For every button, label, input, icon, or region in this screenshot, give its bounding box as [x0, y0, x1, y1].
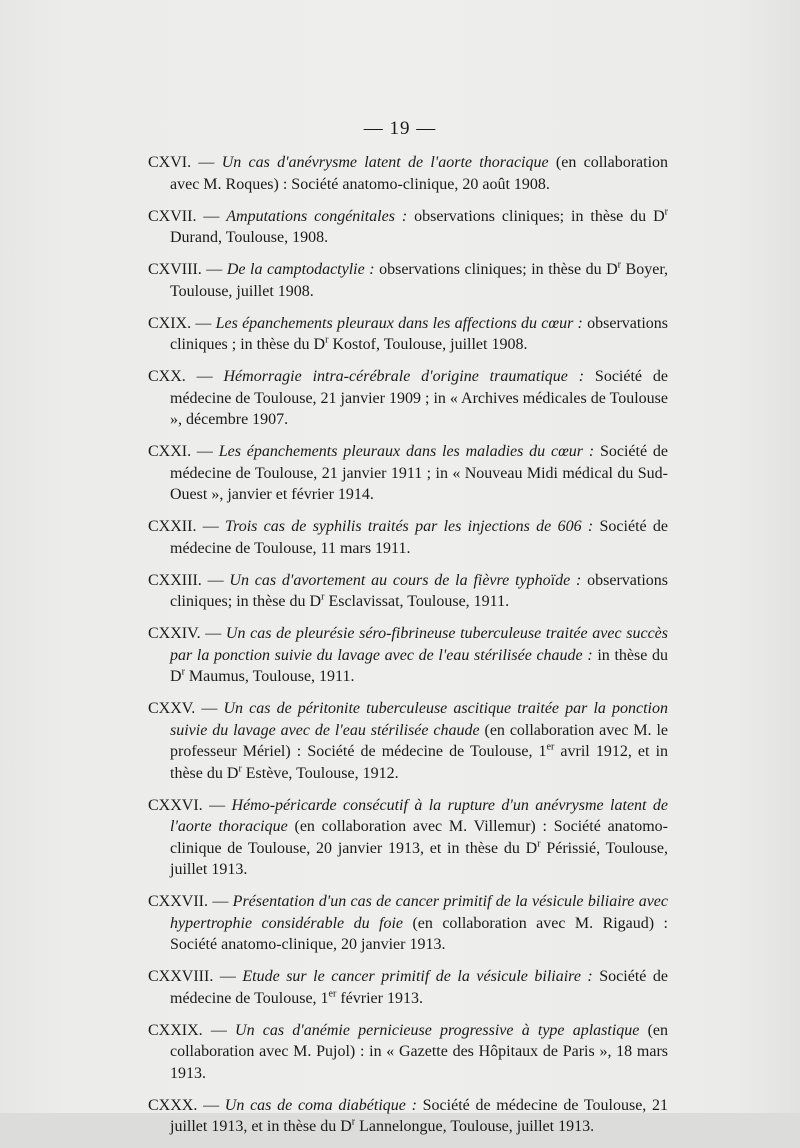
entry-dash: —: [196, 207, 227, 225]
entry-number: CXXX.: [148, 1096, 198, 1114]
bibliography-entry: [148, 152, 668, 195]
bibliography-entry: [148, 891, 668, 956]
entry-dash: —: [202, 1021, 236, 1039]
superscript: r: [351, 1116, 356, 1128]
entry-dash: —: [196, 518, 226, 535]
bibliography-entry: [148, 698, 668, 784]
entry-number: CXXVI.: [148, 796, 203, 814]
entry-dash: —: [191, 154, 222, 171]
entry-details: observations cliniques; in thèse du $D^r$ Durand, Toulouse, 1908.: [170, 206, 669, 246]
entry-number: CXXVIII.: [148, 968, 214, 985]
entry-number: CXXIII.: [148, 571, 202, 589]
entry-title: Un cas de coma diabétique :: [224, 1096, 417, 1114]
entry-dash: —: [201, 571, 230, 589]
superscript: r: [181, 666, 185, 678]
bibliography-entry: [148, 1020, 668, 1085]
bibliography-entry: [148, 623, 668, 688]
entry-number: CXXII.: [148, 518, 197, 535]
entry-dash: —: [197, 1096, 225, 1114]
bibliography-entry: [148, 206, 668, 249]
bibliography-entry: [148, 259, 668, 302]
entry-title: Hémo-péricarde consécutif à la rupture d'un anévrysme latent de l'aorte thoracique: [170, 796, 669, 835]
entry-title: Un cas d'anévrysme latent de l'aorte thoracique: [221, 154, 549, 171]
entry-details: Société de médecine de Toulouse, 21 juillet 1913, et in thèse du $D^r$ Lannelongue, Toulouse, juillet 1913.: [170, 1096, 669, 1135]
entry-dash: —: [213, 968, 243, 985]
entry-details: Société de médecine de Toulouse, 11 mars 1911.: [170, 518, 669, 557]
entry-number: CXVI.: [148, 154, 192, 171]
entry-dash: —: [195, 700, 224, 717]
entry-details: (en collaboration avec M. Roques) : Société anatomo-clinique, 20 août 1908.: [170, 154, 669, 193]
entry-title: Un cas de pleurésie séro-fibrineuse tuberculeuse traitée avec succès par la ponction suivie du lavage avec de l'eau stérilisée chaude :: [170, 625, 668, 664]
entry-number: CXVIII.: [148, 261, 202, 278]
entry-title: Les épanchements pleuraux dans les affections du cœur :: [215, 314, 583, 332]
entry-details: in thèse du $D^r$ Maumus, Toulouse, 1911.: [170, 646, 668, 685]
entry-number: CXIX.: [148, 314, 192, 332]
superscript: r: [664, 206, 669, 218]
entry-number: CXXVII.: [148, 893, 208, 910]
bibliography-entry: [148, 313, 668, 356]
entry-number: CXXIV.: [148, 625, 201, 642]
superscript: r: [238, 763, 242, 775]
entry-title: Un cas d'avortement au cours de la fièvre typhoïde :: [229, 571, 582, 589]
bibliography-entry: [148, 570, 668, 613]
bibliography-entry: [148, 441, 668, 506]
entry-details: observations cliniques ; in thèse du $D^r$ Kostof, Toulouse, juillet 1908.: [170, 314, 668, 353]
entry-title: Les épanchements pleuraux dans les maladies du cœur :: [218, 443, 595, 460]
entry-details: (en collaboration avec M. Rigaud) : Société anatomo-clinique, 20 janvier 1913.: [170, 914, 668, 953]
entry-dash: —: [185, 368, 224, 385]
entry-details: (en collaboration avec M. Pujol) : in « Gazette des Hôpitaux de Paris », 18 mars 1913.: [170, 1021, 669, 1082]
entry-number: CXXIX.: [148, 1021, 203, 1039]
entry-details: Société de médecine de Toulouse, 21 janvier 1911 ; in « Nouveau Midi médical du Sud-Ouest », janvier et février 1914.: [170, 443, 668, 503]
entry-title: Trois cas de syphilis traités par les injections de 606 :: [225, 518, 594, 535]
superscript: r: [321, 591, 325, 603]
entry-title: Etude sur le cancer primitif de la vésicule biliaire :: [242, 968, 593, 985]
bibliography-entry: [148, 1095, 668, 1138]
entry-dash: —: [200, 625, 226, 642]
bibliography-entry: [148, 366, 668, 431]
superscript: er: [328, 988, 337, 1000]
entry-details: (en collaboration avec M. le professeur Mériel) : Société de médecine de Toulouse, 1er avril 1912, et in thèse du $D^r$ Estève, Toulouse, 1912.: [170, 721, 669, 782]
entry-number: CXXI.: [148, 443, 192, 460]
superscript: r: [617, 259, 622, 271]
entry-title: Un cas d'anémie pernicieuse progressive à type aplastique: [235, 1021, 640, 1039]
superscript: r: [325, 334, 329, 346]
entry-title: Amputations congénitales :: [226, 207, 408, 225]
entry-dash: —: [202, 796, 232, 814]
entry-details: (en collaboration avec M. Villemur) : Société anatomo-clinique de Toulouse, 20 janvier 1913, et in thèse du $D^r$ Périssié, Toulouse, juillet 1913.: [170, 818, 668, 878]
entry-title: De la camptodactylie :: [226, 261, 375, 278]
entry-details: Société de médecine de Toulouse, 1er février 1913.: [170, 968, 668, 1007]
entry-dash: —: [201, 261, 227, 278]
entry-details: observations cliniques; in thèse du $D^r$ Boyer, Toulouse, juillet 1908.: [170, 259, 668, 300]
entry-dash: —: [191, 443, 219, 460]
bibliography-entry: [148, 516, 668, 559]
entry-title: Un cas de péritonite tuberculeuse ascitique traitée par la ponction suivie du lavage avec de l'eau stérilisée chaude: [170, 700, 669, 739]
entry-title: Présentation d'un cas de cancer primitif de la vésicule biliaire avec hypertrophie considérable du foie: [170, 893, 669, 932]
entry-details: observations cliniques; in thèse du $D^r$ Esclavissat, Toulouse, 1911.: [170, 571, 668, 610]
entry-number: CXX.: [148, 368, 186, 385]
entry-details: Société de médecine de Toulouse, 21 janvier 1909 ; in « Archives médicales de Toulouse », décembre 1907.: [170, 368, 668, 428]
bibliography-entry: [148, 795, 668, 881]
entry-number: CXXV.: [148, 700, 196, 717]
bibliography-list: [148, 152, 668, 1148]
bibliography-entry: [148, 966, 668, 1009]
superscript: r: [537, 838, 541, 850]
page-number: — 19 —: [363, 118, 437, 139]
entry-dash: —: [208, 893, 233, 910]
entry-number: CXVII.: [148, 207, 197, 225]
superscript: er: [546, 741, 555, 753]
entry-title: Hémorragie intra-cérébrale d'origine traumatique :: [223, 368, 585, 385]
entry-dash: —: [191, 314, 216, 332]
